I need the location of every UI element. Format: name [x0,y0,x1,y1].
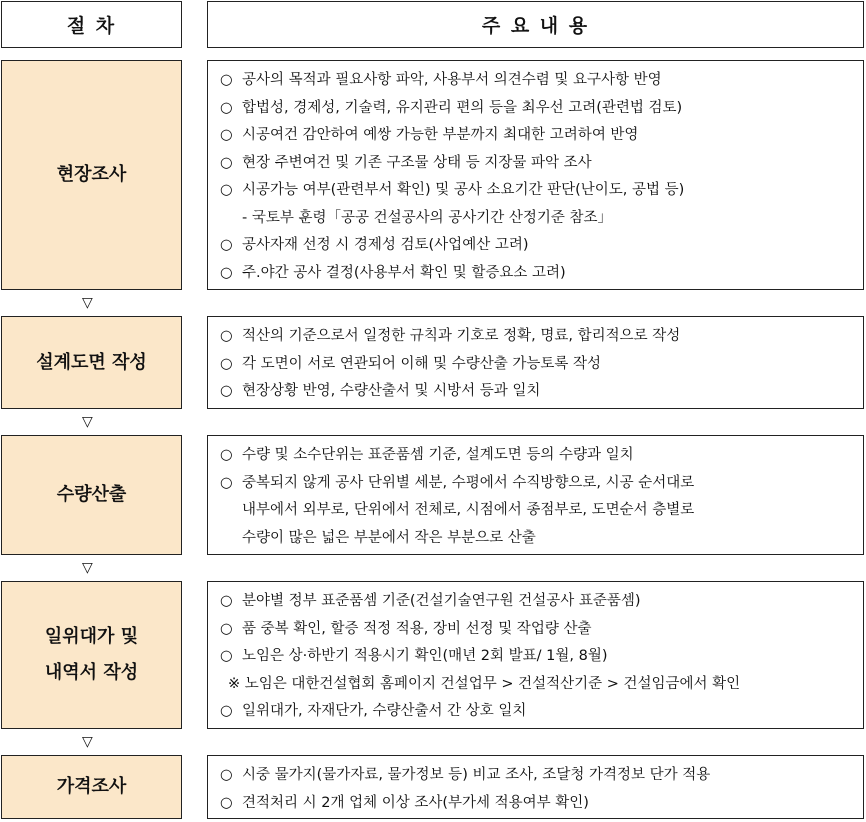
content-line [220,323,853,351]
circle-bullet-icon: ○ [220,383,233,399]
step-content-box-3 [207,435,864,555]
circle-bullet-icon: ○ [220,703,233,719]
content-text: 현장상황 반영, 수량산출서 및 시방서 등과 일치 [242,383,541,399]
step-title-line: 일위대가 및 [44,626,139,647]
step-title-line: 수량산출 [56,484,127,505]
circle-bullet-icon: ○ [220,72,233,88]
down-arrow-icon: ▽ [82,734,93,750]
step-content-box-1 [207,60,864,290]
content-line [220,150,853,178]
step-title-4 [45,619,138,691]
content-text: 노임은 상·하반기 적용시기 확인(매년 2회 발표/ 1월, 8월) [242,648,608,664]
circle-bullet-icon: ○ [220,474,233,491]
step-title-box-3 [1,435,182,555]
down-arrow-icon: ▽ [82,295,93,311]
step-column-header [1,1,182,48]
content-text: 시공가능 여부(관련부서 확인) 및 공사 소요기간 판단(난이도, 공법 등) [242,182,685,198]
circle-bullet-icon: ○ [220,182,233,198]
content-sub-line [220,525,853,553]
content-text: 적산의 기준으로서 일정한 규칙과 기호로 정확, 명료, 합리적으로 작성 [242,328,681,344]
content-sub-line [220,205,853,233]
content-line [220,67,853,95]
content-line [220,177,853,205]
down-arrow-icon: ▽ [82,560,93,576]
content-text: ※ 노임은 대한건설협회 홈페이지 건설업무 > 건설적산기준 > 건설임금에서 확인 [228,675,741,692]
content-text: 현장 주변여건 및 기존 구조물 상태 등 지장물 파악 조사 [242,154,592,171]
content-line [220,762,853,790]
step-title-box-1 [1,60,182,290]
content-text: 시중 물가지(물가자료, 물가정보 등) 비교 조사, 조달청 가격정보 단가 적용 [242,767,711,783]
content-text: 시공여건 감안하여 예쌍 가능한 부분까지 최대한 고려하여 반영 [242,127,639,143]
content-text: 주.야간 공사 결정(사용부서 확인 및 할증요소 고려) [242,264,566,281]
content-note-line [220,671,853,699]
content-line [220,260,853,288]
content-text: - 국토부 훈령「공공 건설공사의 공사기간 산정기준 참조」 [242,209,613,226]
step-title-1 [57,157,127,193]
content-column-header [207,1,864,48]
content-line [220,470,853,498]
content-line [220,643,853,671]
circle-bullet-icon: ○ [220,447,233,463]
step-title-box-2 [1,316,182,409]
step-title-line: 설계도면 작성 [36,351,147,373]
content-line [220,442,853,470]
step-content-box-2 [207,316,864,409]
circle-bullet-icon: ○ [220,794,233,811]
content-column-header-label: 주 요 내 용 [481,15,590,37]
content-line [220,698,853,726]
content-line [220,616,853,644]
step-title-box-5 [1,755,182,819]
content-text: 분야별 정부 표준품셈 기준(건설기술연구원 건설공사 표준품셈) [242,593,641,609]
step-title-3 [57,477,127,513]
step-title-box-4 [1,581,182,729]
content-text: 견적처리 시 2개 업체 이상 조사(부가세 적용여부 확인) [242,794,589,811]
circle-bullet-icon: ○ [220,767,233,783]
content-line [220,351,853,379]
content-line [220,122,853,150]
circle-bullet-icon: ○ [220,355,233,372]
content-text: 각 도면이 서로 연관되어 이해 및 수량산출 가능토록 작성 [242,355,602,372]
content-text: 공사의 목적과 필요사항 파악, 사용부서 의견수렴 및 요구사항 반영 [242,72,662,88]
content-sub-line [220,497,853,525]
content-text: 내부에서 외부로, 단위에서 전체로, 시점에서 종점부로, 도면순서 층별로 [242,502,695,518]
content-text: 수량이 많은 넓은 부분에서 작은 부분으로 산출 [242,529,536,546]
step-content-box-4 [207,581,864,729]
circle-bullet-icon: ○ [220,328,233,344]
content-text: 중복되지 않게 공사 단위별 세분, 수평에서 수직방향으로, 시공 순서대로 [242,474,695,491]
step-column-header-label: 절 차 [66,15,117,37]
content-line [220,232,853,260]
circle-bullet-icon: ○ [220,127,233,143]
content-line [220,790,853,818]
step-title-line: 현장조사 [56,164,127,185]
content-text: 일위대가, 자재단가, 수량산출서 간 상호 일치 [242,703,527,719]
content-line [220,588,853,616]
circle-bullet-icon: ○ [220,237,233,253]
down-arrow-icon: ▽ [82,414,93,430]
circle-bullet-icon: ○ [220,648,233,664]
circle-bullet-icon: ○ [220,264,233,281]
step-title-line: 가격조사 [56,776,127,797]
circle-bullet-icon: ○ [220,154,233,171]
step-title-2 [36,345,147,381]
step-title-line: 내역서 작성 [44,662,139,683]
content-text: 품 중복 확인, 할증 적정 적용, 장비 선정 및 작업량 산출 [242,620,592,637]
content-line [220,95,853,123]
circle-bullet-icon: ○ [220,99,233,116]
content-text: 공사자재 선정 시 경제성 검토(사업예산 고려) [242,237,529,253]
step-content-box-5 [207,755,864,819]
circle-bullet-icon: ○ [220,620,233,637]
step-title-5 [57,769,127,805]
circle-bullet-icon: ○ [220,593,233,609]
content-line [220,378,853,406]
content-text: 합법성, 경제성, 기술력, 유지관리 편의 등을 최우선 고려(관련법 검토) [242,99,683,116]
content-text: 수량 및 소수단위는 표준품셈 기준, 설계도면 등의 수량과 일치 [242,447,634,463]
